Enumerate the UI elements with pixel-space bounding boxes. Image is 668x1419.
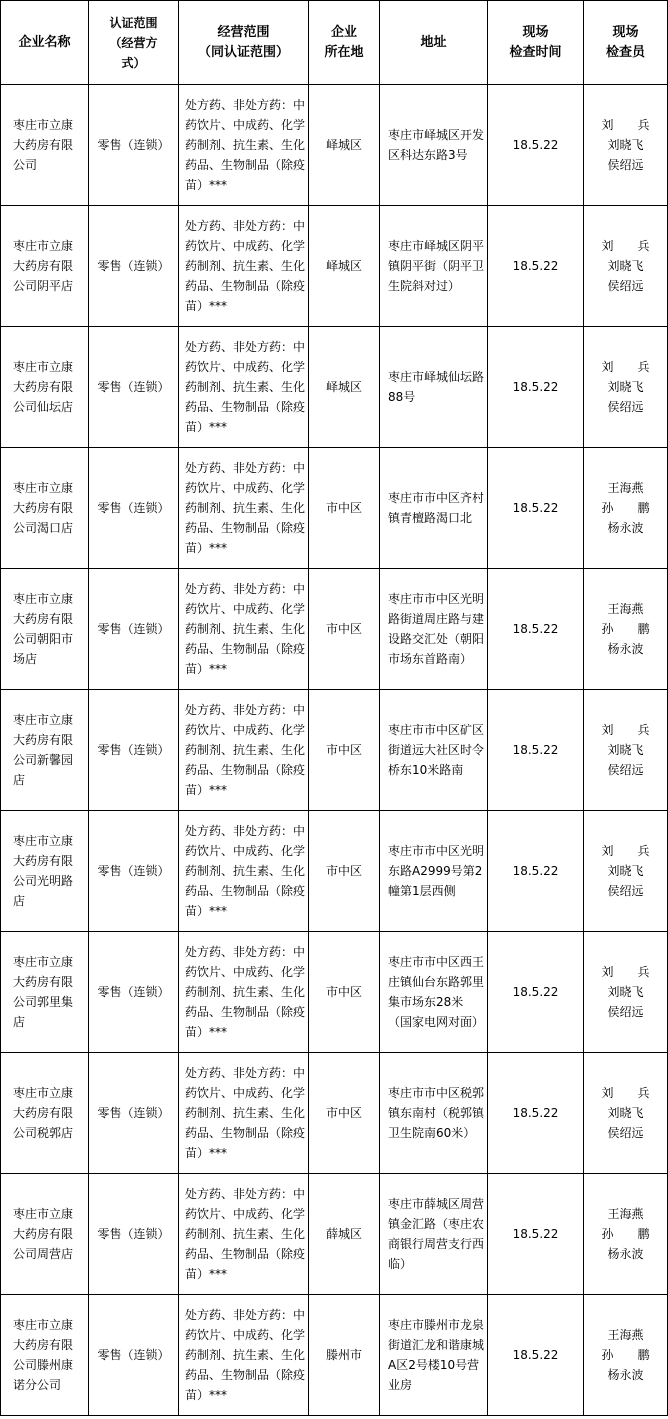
inspector-name: 杨永波 [607,1247,644,1261]
header-line: 检查员 [605,44,645,60]
cell-business-scope: 处方药、非处方药：中药饮片、中成药、化学药制剂、抗生素、生化药品、生物制品（除疫苗）*** [179,1053,309,1174]
inspector-name: 刘晓飞 [607,985,644,999]
cell-inspectors [584,569,668,690]
inspector-name: 侯绍远 [607,763,644,777]
cell-region: 市中区 [309,1053,380,1174]
cell-business-mode: 零售（连锁） [89,448,179,569]
cell-business-mode: 零售（连锁） [89,1295,179,1416]
cell-enterprise-name: 枣庄市立康大药房有限公司郭里集店 [1,932,89,1053]
cell-enterprise-name: 枣庄市立康大药房有限公司滕州康诺分公司 [1,1295,89,1416]
inspector-name: 刘晓飞 [607,259,644,273]
header-enterprise-name: 企业名称 [1,1,89,85]
inspector-name: 侯绍远 [607,279,644,293]
inspector-name: 杨永波 [607,521,644,535]
cell-inspection-date: 18.5.22 [488,932,584,1053]
header-line: 现场 [612,24,639,40]
cell-address: 枣庄市市中区齐村镇青檀路渴口北 [380,448,488,569]
inspector-name: 刘 兵 [601,965,650,979]
header-certification-scope [89,1,179,85]
cell-address: 枣庄市峄城区阴平镇阴平街（阴平卫生院斜对过） [380,206,488,327]
cell-inspectors [584,327,668,448]
cell-inspectors [584,448,668,569]
cell-region: 市中区 [309,569,380,690]
cell-business-scope: 处方药、非处方药：中药饮片、中成药、化学药制剂、抗生素、生化药品、生物制品（除疫苗）*** [179,1174,309,1295]
inspector-name: 刘 兵 [601,1086,650,1100]
cell-inspection-date: 18.5.22 [488,1053,584,1174]
header-line: 检查时间 [509,44,562,60]
table-body [1,85,668,1416]
table-header-row [1,1,668,85]
cell-inspection-date: 18.5.22 [488,448,584,569]
cell-address: 枣庄市市中区西王庄镇仙台东路郭里集市场东28米（国家电网对面） [380,932,488,1053]
inspector-name: 刘 兵 [601,360,650,374]
inspector-name: 刘 兵 [601,118,650,132]
inspector-name: 刘晓飞 [607,1106,644,1120]
inspector-name: 杨永波 [607,1368,644,1382]
cell-inspection-date: 18.5.22 [488,1295,584,1416]
header-region [309,1,380,85]
cell-business-scope: 处方药、非处方药：中药饮片、中成药、化学药制剂、抗生素、生化药品、生物制品（除疫苗）*** [179,811,309,932]
inspector-name: 侯绍远 [607,400,644,414]
inspector-name: 侯绍远 [607,1005,644,1019]
cell-enterprise-name: 枣庄市立康大药房有限公司税郭店 [1,1053,89,1174]
table-row [1,327,668,448]
table-row [1,1295,668,1416]
inspector-name: 侯绍远 [607,884,644,898]
table-row [1,85,668,206]
cell-business-scope: 处方药、非处方药：中药饮片、中成药、化学药制剂、抗生素、生化药品、生物制品（除疫苗）*** [179,85,309,206]
cell-business-scope: 处方药、非处方药：中药饮片、中成药、化学药制剂、抗生素、生化药品、生物制品（除疫苗）*** [179,932,309,1053]
cell-inspectors [584,1053,668,1174]
cell-inspectors [584,932,668,1053]
inspector-name: 孙 鹏 [601,1348,650,1362]
cell-business-mode: 零售（连锁） [89,1053,179,1174]
header-line: （经营方 [109,35,158,50]
cell-inspection-date: 18.5.22 [488,811,584,932]
inspector-name: 刘晓飞 [607,138,644,152]
header-line: 企业 [330,24,357,40]
cell-address: 枣庄市市中区光明路街道周庄路与建设路交汇处（朝阳市场东首路南） [380,569,488,690]
cell-business-scope: 处方药、非处方药：中药饮片、中成药、化学药制剂、抗生素、生化药品、生物制品（除疫苗）*** [179,206,309,327]
cell-address: 枣庄市峄城区开发区科达东路3号 [380,85,488,206]
inspector-name: 刘 兵 [601,844,650,858]
cell-region: 滕州市 [309,1295,380,1416]
cell-business-mode: 零售（连锁） [89,690,179,811]
header-line: 式） [121,55,146,70]
cell-business-scope: 处方药、非处方药：中药饮片、中成药、化学药制剂、抗生素、生化药品、生物制品（除疫苗）*** [179,1295,309,1416]
cell-inspectors [584,690,668,811]
cell-inspection-date: 18.5.22 [488,569,584,690]
table-row [1,569,668,690]
cell-business-mode: 零售（连锁） [89,811,179,932]
cell-address: 枣庄市市中区矿区街道远大社区时令桥东10米路南 [380,690,488,811]
inspector-name: 侯绍远 [607,1126,644,1140]
header-line: 所在地 [324,44,364,60]
cell-region: 市中区 [309,448,380,569]
cell-business-scope: 处方药、非处方药：中药饮片、中成药、化学药制剂、抗生素、生化药品、生物制品（除疫苗）*** [179,690,309,811]
inspector-name: 孙 鹏 [601,622,650,636]
table-row [1,1174,668,1295]
cell-enterprise-name: 枣庄市立康大药房有限公司朝阳市场店 [1,569,89,690]
inspector-name: 孙 鹏 [601,1227,650,1241]
inspector-name: 刘晓飞 [607,864,644,878]
cell-enterprise-name: 枣庄市立康大药房有限公司阴平店 [1,206,89,327]
cell-business-mode: 零售（连锁） [89,85,179,206]
inspector-name: 杨永波 [607,642,644,656]
cell-region: 峄城区 [309,85,380,206]
cell-region: 峄城区 [309,206,380,327]
inspector-name: 刘晓飞 [607,743,644,757]
inspector-name: 王海燕 [607,1328,644,1342]
cell-region: 薛城区 [309,1174,380,1295]
cell-enterprise-name: 枣庄市立康大药房有限公司 [1,85,89,206]
header-inspector [584,1,668,85]
cell-inspectors [584,1295,668,1416]
cell-inspectors [584,1174,668,1295]
cell-business-mode: 零售（连锁） [89,327,179,448]
cell-inspectors [584,85,668,206]
table-row [1,206,668,327]
cell-region: 峄城区 [309,327,380,448]
cell-address: 枣庄市市中区光明东路A2999号第2幢第1层西侧 [380,811,488,932]
inspector-name: 孙 鹏 [601,501,650,515]
table-row [1,448,668,569]
cell-region: 市中区 [309,811,380,932]
inspector-name: 刘 兵 [601,723,650,737]
cell-business-mode: 零售（连锁） [89,1174,179,1295]
inspector-name: 刘 兵 [601,239,650,253]
cell-address: 枣庄市峄城仙坛路88号 [380,327,488,448]
header-line: 认证范围 [109,15,158,30]
inspector-name: 刘晓飞 [607,380,644,394]
cell-business-scope: 处方药、非处方药：中药饮片、中成药、化学药制剂、抗生素、生化药品、生物制品（除疫苗）*** [179,448,309,569]
cell-address: 枣庄市滕州市龙泉街道汇龙和谐康城A区2号楼10号营业房 [380,1295,488,1416]
cell-enterprise-name: 枣庄市立康大药房有限公司新馨园店 [1,690,89,811]
inspector-name: 王海燕 [607,481,644,495]
inspector-name: 王海燕 [607,602,644,616]
inspector-name: 侯绍远 [607,158,644,172]
cell-inspection-date: 18.5.22 [488,206,584,327]
cell-business-mode: 零售（连锁） [89,932,179,1053]
header-line: 现场 [522,24,549,40]
cell-address: 枣庄市薛城区周营镇金汇路（枣庄农商银行周营支行西临） [380,1174,488,1295]
header-line: （同认证范围） [197,44,289,60]
cell-enterprise-name: 枣庄市立康大药房有限公司光明路店 [1,811,89,932]
cell-inspection-date: 18.5.22 [488,327,584,448]
table-row [1,811,668,932]
cell-inspectors [584,206,668,327]
cell-address: 枣庄市市中区税郭镇东南村（税郭镇卫生院南60米） [380,1053,488,1174]
cell-business-scope: 处方药、非处方药：中药饮片、中成药、化学药制剂、抗生素、生化药品、生物制品（除疫苗）*** [179,327,309,448]
header-inspection-date [488,1,584,85]
header-business-scope [179,1,309,85]
inspector-name: 王海燕 [607,1207,644,1221]
cell-enterprise-name: 枣庄市立康大药房有限公司周营店 [1,1174,89,1295]
cell-inspection-date: 18.5.22 [488,690,584,811]
cell-inspection-date: 18.5.22 [488,1174,584,1295]
cell-region: 市中区 [309,690,380,811]
cell-business-mode: 零售（连锁） [89,569,179,690]
table-row [1,690,668,811]
table-row [1,932,668,1053]
cell-business-mode: 零售（连锁） [89,206,179,327]
cell-inspectors [584,811,668,932]
cell-enterprise-name: 枣庄市立康大药房有限公司仙坛店 [1,327,89,448]
cell-region: 市中区 [309,932,380,1053]
cell-business-scope: 处方药、非处方药：中药饮片、中成药、化学药制剂、抗生素、生化药品、生物制品（除疫苗）*** [179,569,309,690]
header-address: 地址 [380,1,488,85]
cell-enterprise-name: 枣庄市立康大药房有限公司渴口店 [1,448,89,569]
cell-inspection-date: 18.5.22 [488,85,584,206]
header-line: 经营范围 [217,24,270,40]
table-row [1,1053,668,1174]
